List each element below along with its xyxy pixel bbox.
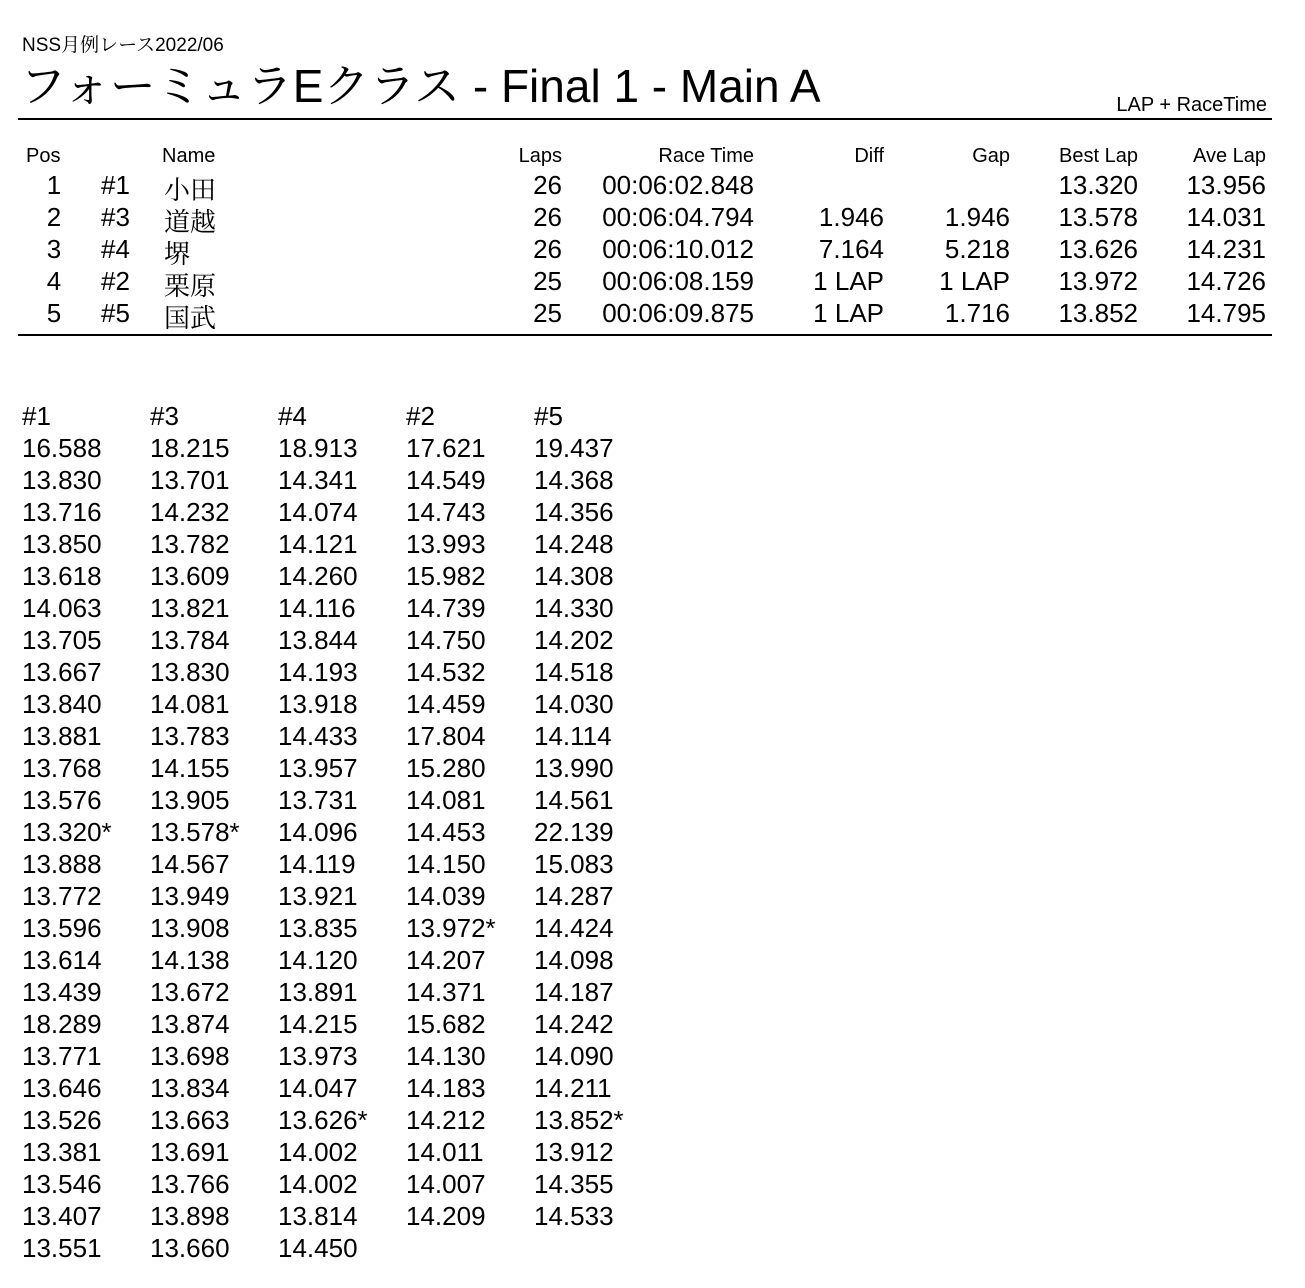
lap-time: 14.371 bbox=[406, 977, 486, 1007]
lap-time: 13.320* bbox=[22, 817, 112, 847]
lap-time: 14.155 bbox=[150, 753, 230, 783]
lap-time: 18.215 bbox=[150, 433, 230, 463]
lap-time: 13.852* bbox=[534, 1105, 624, 1135]
lap-time: 14.002 bbox=[278, 1169, 358, 1199]
lap-time: 14.533 bbox=[534, 1201, 614, 1231]
result-no: #2 bbox=[101, 266, 130, 296]
result-diff: 7.164 bbox=[818, 234, 884, 264]
result-no: #5 bbox=[101, 298, 130, 328]
result-gap: 5.218 bbox=[944, 234, 1010, 264]
lap-time: 14.215 bbox=[278, 1009, 358, 1039]
lap-time: 14.074 bbox=[278, 497, 358, 527]
lap-time: 14.039 bbox=[406, 881, 486, 911]
lap-time: 14.518 bbox=[534, 657, 614, 687]
result-gap: 1 LAP bbox=[939, 266, 1010, 296]
lap-time: 16.588 bbox=[22, 433, 102, 463]
lap-time: 14.424 bbox=[534, 913, 614, 943]
lap-time: 14.081 bbox=[406, 785, 486, 815]
lap-time: 14.130 bbox=[406, 1041, 486, 1071]
lap-time: 14.063 bbox=[22, 593, 102, 623]
result-name: 国武 bbox=[164, 303, 217, 333]
lap-time: 14.007 bbox=[406, 1169, 486, 1199]
lap-time: 13.840 bbox=[22, 689, 102, 719]
lap-time: 14.002 bbox=[278, 1137, 358, 1167]
result-best: 13.852 bbox=[1058, 298, 1138, 328]
column-header: Gap bbox=[972, 145, 1010, 167]
result-pos: 1 bbox=[46, 170, 62, 200]
lap-time: 14.030 bbox=[534, 689, 614, 719]
result-diff: 1.946 bbox=[818, 202, 884, 232]
lap-time: 13.614 bbox=[22, 945, 102, 975]
result-name: 小田 bbox=[164, 175, 217, 205]
lap-time: 13.551 bbox=[22, 1233, 102, 1263]
lap-time: 14.096 bbox=[278, 817, 358, 847]
lap-time: 13.921 bbox=[278, 881, 358, 911]
result-time: 00:06:10.012 bbox=[602, 234, 754, 264]
result-gap: 1.716 bbox=[944, 298, 1010, 328]
lap-time: 13.957 bbox=[278, 753, 358, 783]
lap-time: 14.114 bbox=[534, 721, 612, 751]
lap-time: 13.691 bbox=[150, 1137, 230, 1167]
lap-column-car: #5 bbox=[534, 401, 563, 431]
lap-time: 14.047 bbox=[278, 1073, 358, 1103]
lap-time: 15.982 bbox=[406, 561, 486, 591]
lap-time: 13.576 bbox=[22, 785, 102, 815]
result-ave: 13.956 bbox=[1186, 170, 1266, 200]
lap-time: 14.150 bbox=[406, 849, 486, 879]
lap-time: 14.116 bbox=[278, 593, 356, 623]
lap-time: 14.138 bbox=[150, 945, 230, 975]
lap-time: 13.784 bbox=[150, 625, 230, 655]
event-name: NSS月例レース2022/06 bbox=[22, 35, 224, 56]
lap-time: 13.596 bbox=[22, 913, 102, 943]
lap-column bbox=[22, 400, 112, 1264]
lap-time: 14.183 bbox=[406, 1073, 486, 1103]
result-time: 00:06:08.159 bbox=[602, 266, 754, 296]
result-time: 00:06:09.875 bbox=[602, 298, 754, 328]
lap-time: 14.739 bbox=[406, 593, 486, 623]
result-laps: 26 bbox=[533, 234, 562, 264]
lap-time: 14.450 bbox=[278, 1233, 358, 1263]
lap-time: 14.355 bbox=[534, 1169, 614, 1199]
lap-time: 13.768 bbox=[22, 753, 102, 783]
lap-time: 14.561 bbox=[534, 785, 614, 815]
lap-time: 14.743 bbox=[406, 497, 486, 527]
lap-time: 13.908 bbox=[150, 913, 230, 943]
result-best: 13.320 bbox=[1058, 170, 1138, 200]
result-pos: 4 bbox=[46, 266, 62, 296]
lap-time: 14.202 bbox=[534, 625, 614, 655]
lap-time: 13.891 bbox=[278, 977, 358, 1007]
result-no: #3 bbox=[101, 202, 130, 232]
result-ave: 14.795 bbox=[1186, 298, 1266, 328]
result-laps: 25 bbox=[533, 298, 562, 328]
lap-time: 13.874 bbox=[150, 1009, 230, 1039]
result-pos: 3 bbox=[46, 234, 62, 264]
lap-column-car: #2 bbox=[406, 401, 435, 431]
lap-time: 13.905 bbox=[150, 785, 230, 815]
result-diff: 1 LAP bbox=[813, 266, 884, 296]
lap-time: 13.834 bbox=[150, 1073, 230, 1103]
lap-time: 13.830 bbox=[150, 657, 230, 687]
lap-time: 14.212 bbox=[406, 1105, 486, 1135]
lap-time: 13.578* bbox=[150, 817, 240, 847]
lap-column-car: #3 bbox=[150, 401, 179, 431]
lap-time: 18.289 bbox=[22, 1009, 102, 1039]
lap-time: 18.913 bbox=[278, 433, 358, 463]
lap-time: 14.549 bbox=[406, 465, 486, 495]
lap-time: 17.804 bbox=[406, 721, 486, 751]
lap-time: 14.567 bbox=[150, 849, 230, 879]
report-mode: LAP + RaceTime bbox=[1116, 94, 1267, 116]
lap-time: 14.433 bbox=[278, 721, 358, 751]
result-laps: 26 bbox=[533, 202, 562, 232]
column-header: Pos bbox=[26, 145, 61, 167]
lap-time: 14.209 bbox=[406, 1201, 486, 1231]
column-header: Laps bbox=[518, 145, 562, 167]
lap-time: 14.453 bbox=[406, 817, 486, 847]
result-ave: 14.726 bbox=[1186, 266, 1266, 296]
lap-time: 13.381 bbox=[22, 1137, 102, 1167]
lap-time: 13.993 bbox=[406, 529, 486, 559]
result-time: 00:06:02.848 bbox=[602, 170, 754, 200]
result-name: 道越 bbox=[164, 207, 217, 237]
lap-time: 15.280 bbox=[406, 753, 486, 783]
result-pos: 2 bbox=[46, 202, 62, 232]
lap-time: 13.990 bbox=[534, 753, 614, 783]
lap-time: 14.330 bbox=[534, 593, 614, 623]
lap-time: 13.830 bbox=[22, 465, 102, 495]
lap-time: 14.121 bbox=[278, 529, 358, 559]
column-header: Diff bbox=[854, 145, 884, 167]
lap-time: 13.407 bbox=[22, 1201, 102, 1231]
lap-time: 13.949 bbox=[150, 881, 230, 911]
result-name: 栗原 bbox=[164, 271, 217, 301]
lap-time: 14.090 bbox=[534, 1041, 614, 1071]
lap-time: 13.881 bbox=[22, 721, 102, 751]
lap-time: 17.621 bbox=[406, 433, 486, 463]
lap-time: 14.232 bbox=[150, 497, 230, 527]
result-ave: 14.031 bbox=[1186, 202, 1266, 232]
lap-time: 14.242 bbox=[534, 1009, 614, 1039]
result-time: 00:06:04.794 bbox=[602, 202, 754, 232]
lap-time: 14.211 bbox=[534, 1073, 612, 1103]
lap-time: 14.368 bbox=[534, 465, 614, 495]
lap-time: 13.782 bbox=[150, 529, 230, 559]
lap-time: 13.526 bbox=[22, 1105, 102, 1135]
lap-time: 13.766 bbox=[150, 1169, 230, 1199]
lap-time: 13.821 bbox=[150, 593, 230, 623]
lap-time: 14.356 bbox=[534, 497, 614, 527]
lap-time: 13.918 bbox=[278, 689, 358, 719]
lap-time: 13.672 bbox=[150, 977, 230, 1007]
lap-time: 13.667 bbox=[22, 657, 102, 687]
result-no: #1 bbox=[101, 170, 130, 200]
lap-time: 13.716 bbox=[22, 497, 102, 527]
lap-time: 14.287 bbox=[534, 881, 614, 911]
lap-time: 13.835 bbox=[278, 913, 358, 943]
result-name: 堺 bbox=[164, 239, 191, 269]
lap-time: 14.248 bbox=[534, 529, 614, 559]
lap-time: 15.083 bbox=[534, 849, 614, 879]
header-divider bbox=[18, 118, 1272, 120]
lap-time: 13.888 bbox=[22, 849, 102, 879]
lap-time: 13.439 bbox=[22, 977, 102, 1007]
lap-time: 19.437 bbox=[534, 433, 614, 463]
lap-time: 13.783 bbox=[150, 721, 230, 751]
result-gap: 1.946 bbox=[944, 202, 1010, 232]
lap-time: 13.660 bbox=[150, 1233, 230, 1263]
lap-time: 14.459 bbox=[406, 689, 486, 719]
lap-time: 14.260 bbox=[278, 561, 358, 591]
lap-time: 13.701 bbox=[150, 465, 230, 495]
lap-time: 13.772 bbox=[22, 881, 102, 911]
lap-column-car: #1 bbox=[22, 401, 51, 431]
result-pos: 5 bbox=[46, 298, 62, 328]
result-laps: 26 bbox=[533, 170, 562, 200]
result-laps: 25 bbox=[533, 266, 562, 296]
result-best: 13.626 bbox=[1058, 234, 1138, 264]
lap-column bbox=[534, 400, 624, 1232]
lap-time: 14.341 bbox=[278, 465, 358, 495]
lap-time: 13.626* bbox=[278, 1105, 368, 1135]
lap-time: 13.663 bbox=[150, 1105, 230, 1135]
lap-time: 14.081 bbox=[150, 689, 230, 719]
lap-time: 13.850 bbox=[22, 529, 102, 559]
lap-column-car: #4 bbox=[278, 401, 307, 431]
lap-column bbox=[406, 400, 496, 1232]
lap-time: 14.119 bbox=[278, 849, 356, 879]
lap-time: 13.814 bbox=[278, 1201, 358, 1231]
result-best: 13.972 bbox=[1058, 266, 1138, 296]
column-header: Ave Lap bbox=[1192, 145, 1266, 167]
column-header: Race Time bbox=[658, 145, 754, 167]
lap-time: 14.011 bbox=[406, 1137, 484, 1167]
lap-time: 13.972* bbox=[406, 913, 496, 943]
lap-column bbox=[278, 400, 368, 1264]
lap-time: 13.973 bbox=[278, 1041, 358, 1071]
lap-time: 13.731 bbox=[278, 785, 358, 815]
lap-time: 14.750 bbox=[406, 625, 486, 655]
result-diff: 1 LAP bbox=[813, 298, 884, 328]
lap-column bbox=[150, 400, 240, 1264]
lap-time: 14.308 bbox=[534, 561, 614, 591]
lap-time: 14.207 bbox=[406, 945, 486, 975]
lap-time: 13.646 bbox=[22, 1073, 102, 1103]
lap-time: 15.682 bbox=[406, 1009, 486, 1039]
result-best: 13.578 bbox=[1058, 202, 1138, 232]
lap-time: 14.098 bbox=[534, 945, 614, 975]
lap-time: 14.187 bbox=[534, 977, 614, 1007]
column-header: Best Lap bbox=[1059, 145, 1138, 167]
result-no: #4 bbox=[101, 234, 130, 264]
lap-time: 13.705 bbox=[22, 625, 102, 655]
lap-time: 14.532 bbox=[406, 657, 486, 687]
lap-time: 13.898 bbox=[150, 1201, 230, 1231]
lap-time: 13.609 bbox=[150, 561, 230, 591]
lap-time: 14.193 bbox=[278, 657, 358, 687]
result-ave: 14.231 bbox=[1186, 234, 1266, 264]
column-header: Name bbox=[162, 145, 216, 167]
lap-time: 22.139 bbox=[534, 817, 614, 847]
lap-time: 13.546 bbox=[22, 1169, 102, 1199]
lap-time: 13.771 bbox=[22, 1041, 102, 1071]
lap-time: 13.844 bbox=[278, 625, 358, 655]
page-title: フォーミュラEクラス - Final 1 - Main A bbox=[20, 60, 821, 112]
lap-time: 13.912 bbox=[534, 1137, 614, 1167]
lap-time: 14.120 bbox=[278, 945, 358, 975]
lap-time: 13.698 bbox=[150, 1041, 230, 1071]
results-divider bbox=[18, 334, 1272, 336]
lap-time: 13.618 bbox=[22, 561, 102, 591]
